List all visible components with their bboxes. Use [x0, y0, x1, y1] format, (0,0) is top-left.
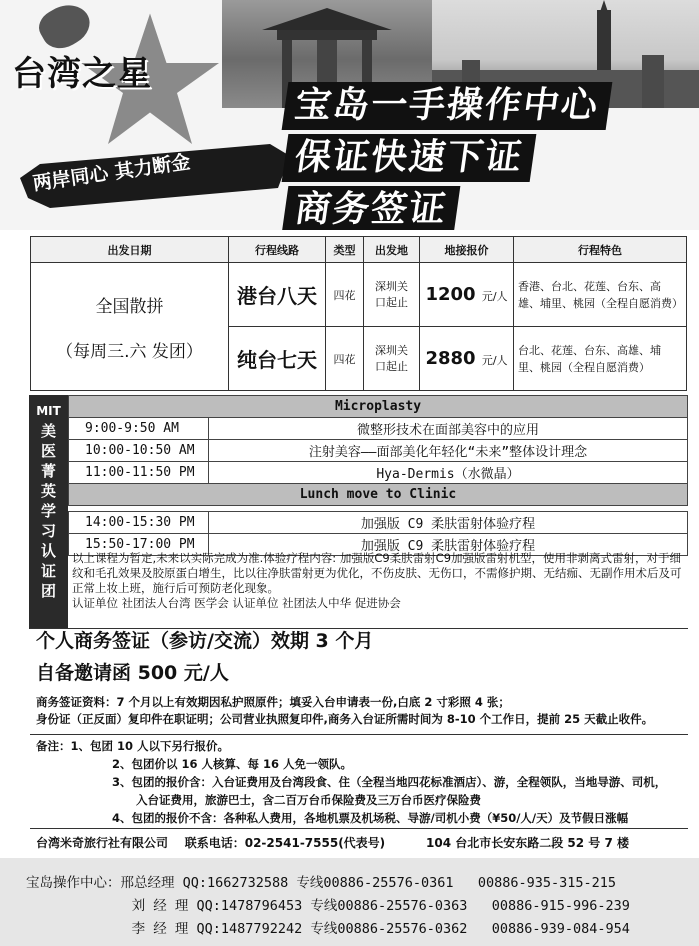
remark-line: 备注：1、包团 10 人以下另行报价。 [36, 739, 230, 753]
contact-row: 宝岛操作中心：邢总经理 QQ:1662732588 专线00886-25576-0361 00886-935-315-215 [26, 875, 617, 891]
schedule-row [69, 440, 688, 462]
slogan: 两岸同心 其力断金 [31, 151, 192, 195]
column-header: 出发日期 [31, 237, 229, 263]
contact-row: 李 经 理 QQ:1487792242 专线00886-25576-0362 00886-939-084-954 [26, 921, 630, 937]
visa-price: 自备邀请函 500 元/人 [36, 662, 229, 684]
column-header: 类型 [326, 237, 364, 263]
session-time: 10:00-10:50 AM [69, 440, 209, 462]
sidebar-char: 学 [40, 502, 56, 520]
headline-line-1: 宝岛一手操作中心 [282, 82, 613, 130]
column-header: 出发地 [364, 237, 420, 263]
session-time: 15:50-17:00 PM [69, 534, 209, 556]
sidebar-char: 英 [40, 482, 56, 500]
session-title: 注射美容——面部美化年轻化“未来”整体设计理念 [209, 440, 688, 462]
remark-line: 4、包团的报价不含：各种私人费用，各地机票及机场税、导游/司机小费（¥50/人/天）及节假日涨幅 [112, 811, 629, 825]
table-row [31, 263, 687, 327]
logo: 台湾之星 [12, 54, 152, 94]
departure-schedule: （每周三.六 发团） [56, 341, 203, 362]
remark-line: 3、包团的报价含：入台证费用及台湾段食、住（全程当地四花标准酒店）、游，全程领队，当地导游、司机， [112, 775, 667, 789]
visa-title: 个人商务签证（参访/交流）效期 3 个月 [36, 630, 374, 652]
session-time: 14:00-15:30 PM [69, 512, 209, 534]
price-unit: 元/人 [481, 290, 508, 303]
sidebar-char: 医 [40, 442, 56, 460]
schedule-header: Microplasty [69, 396, 688, 418]
requirement-line: 商务签证资料：7 个月以上有效期因私护照原件；填妥入台申请表一份,白底 2 寸彩照 4 张； [36, 695, 510, 709]
header-banner [0, 0, 699, 230]
origin: 深圳关口起止 [364, 327, 420, 391]
departure-cell [31, 263, 229, 391]
visa-requirements [36, 694, 653, 728]
column-header: 地接报价 [420, 237, 514, 263]
course-schedule [68, 395, 688, 556]
column-header: 行程线路 [229, 237, 326, 263]
remarks-label: 备注： [36, 739, 71, 753]
schedule-row [69, 462, 688, 484]
divider [30, 828, 688, 829]
sidebar-char: 认 [40, 542, 56, 560]
column-header: 行程特色 [514, 237, 687, 263]
price-value: 2880 [425, 348, 476, 369]
contact-row: 刘 经 理 QQ:1478796453 专线00886-25576-0363 00886-915-996-239 [26, 898, 630, 914]
schedule-header-row [69, 396, 688, 418]
sidebar-char: 菁 [40, 462, 56, 480]
price [420, 327, 514, 391]
schedule-lunch-row [69, 484, 688, 506]
company-info [36, 834, 385, 851]
tour-table [30, 236, 687, 391]
sidebar-mit: MIT [36, 404, 61, 418]
contact-footer [0, 858, 699, 946]
price-unit: 元/人 [481, 354, 508, 367]
departure-area: 全国散拼 [95, 296, 164, 317]
route: 纯台七天 [229, 327, 326, 391]
remark-line: 2、包团价以 16 人核算、每 16 人免一领队。 [112, 757, 353, 771]
lunch-break: Lunch move to Clinic [69, 484, 688, 506]
course-sidebar [29, 395, 68, 629]
route: 港台八天 [229, 263, 326, 327]
company-name: 台湾米奇旅行社有限公司 [36, 836, 169, 850]
course-note-text: 以上课程为暂定,未来以实际完成为准.体验疗程内容: 加强版C9柔肤雷射C9加强版雷射机型，使用非剥离式雷射，对于细纹和毛孔效果及胶原蛋白增生，比以往净肤雷射更为优化，不伤皮肤、无伤口，不需修护期、无结痂、无副作用术后及可正常上妆上班，施行后可预防老化现象。 [72, 551, 682, 595]
session-time: 9:00-9:50 AM [69, 418, 209, 440]
divider [30, 734, 688, 735]
tour-type: 四花 [326, 327, 364, 391]
sidebar-char: 习 [40, 522, 56, 540]
sidebar-char: 团 [40, 582, 56, 600]
session-title: Hya-Dermis（水微晶） [209, 462, 688, 484]
remark-line: 入台证费用，旅游巴士，含二百万台币保险费及三万台币医疗保险费 [136, 793, 481, 807]
headline-line-2: 保证快速下证 [282, 134, 537, 182]
origin: 深圳关口起止 [364, 263, 420, 327]
session-title: 微整形技术在面部美容中的应用 [209, 418, 688, 440]
table-header-row [31, 237, 687, 263]
requirement-line: 身份证（正反面）复印件在职证明；公司营业执照复印件,商务入台证所需时间为 8-10 个工作日，提前 25 天截止收件。 [36, 712, 654, 726]
company-phone: 联系电话：02-2541-7555(代表号) [184, 836, 386, 850]
company-address: 104 台北市长安东路二段 52 号 7 楼 [426, 836, 629, 850]
sidebar-char: 证 [40, 562, 56, 580]
remarks [36, 737, 666, 827]
price-value: 1200 [425, 284, 476, 305]
features: 香港、台北、花莲、台东、高雄、埔里、桃园（全程自愿消费） [514, 263, 687, 327]
headline-line-3: 商务签证 [282, 186, 461, 230]
features: 台北、花莲、台东、高雄、埔里、桃园（全程自愿消费） [514, 327, 687, 391]
sidebar-char: 美 [40, 422, 56, 440]
certification-line: 认证单位 社团法人台湾 医学会 认证单位 社团法人中华 促进协会 [72, 596, 401, 610]
tour-type: 四花 [326, 263, 364, 327]
course-note [72, 551, 687, 611]
headline [285, 82, 609, 230]
session-time: 11:00-11:50 PM [69, 462, 209, 484]
schedule-row [69, 418, 688, 440]
session-title: 加强版 C9 柔肤雷射体验疗程 [209, 534, 688, 556]
session-title: 加强版 C9 柔肤雷射体验疗程 [209, 512, 688, 534]
schedule-row [69, 512, 688, 534]
price [420, 263, 514, 327]
